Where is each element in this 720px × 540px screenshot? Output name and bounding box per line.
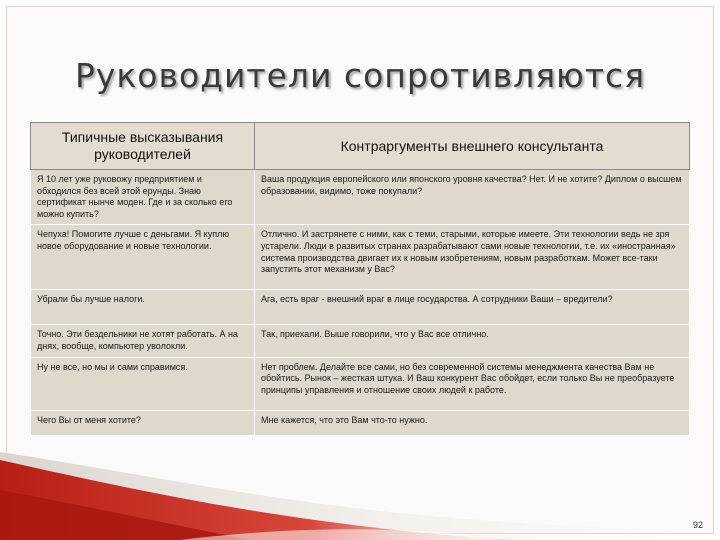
statement-cell: Чего Вы от меня хотите?	[31, 410, 255, 435]
counterargument-cell: Ваша продукция европейского или японского уровня качества? Нет. И не хотите? Диплом о высшем образовании, видимо, тоже покупали?	[255, 170, 690, 225]
page-number: 92	[692, 520, 703, 530]
table-row	[31, 170, 690, 225]
statement-cell: Чепуха! Помогите лучше с деньгами. Я куплю новое оборудование и новые технологии.	[31, 225, 255, 290]
table-row	[31, 357, 690, 410]
counterargument-cell: Нет проблем. Делайте все сами, но без современной системы менеджмента качества Вам не обойтись. Рынок – жесткая штука. И Ваш конкурент Вас обойдет, если только Вы не преобразуете принципы управления и отношение своих людей к работе.	[255, 357, 690, 410]
statement-cell: Точно. Эти бездельники не хотят работать. А на днях, вообще, компьютер уволокли.	[31, 325, 255, 357]
counterargument-cell: Ага, есть враг - внешний враг в лице государства. А сотрудники Ваши – вредители?	[255, 290, 690, 325]
slide-title: Руководители сопротивляются	[74, 56, 646, 95]
statement-cell: Убрали бы лучше налоги.	[31, 290, 255, 325]
red-wave-decoration	[0, 430, 720, 540]
table-row	[31, 325, 690, 357]
header-statements: Типичные высказывания руководителей	[31, 123, 255, 170]
counterargument-cell: Мне кажется, что это Вам что-то нужно.	[255, 410, 690, 435]
counterargument-cell: Отлично. И застрянете с ними, как с теми, старыми, которые имеете. Эти технологии ведь не зря устарели. Люди в развитых странах разрабатывают сами новые технологии, т.е. их «иностранная» система производства двигает их к новым изобретениям, новым разработкам. Может все-таки запустить этот механизм у Вас?	[255, 225, 690, 290]
table-header-row	[31, 123, 690, 170]
counterargument-cell: Так, приехали. Выше говорили, что у Вас все отлично.	[255, 325, 690, 357]
statement-cell: Я 10 лет уже руковожу предприятием и обходился без всей этой ерунды. Знаю сертификат нынче моден. Где и за сколько его можно купить?	[31, 170, 255, 225]
table-row	[31, 290, 690, 325]
statement-cell: Ну не все, но мы и сами справимся.	[31, 357, 255, 410]
header-counterarguments: Контраргументы внешнего консультанта	[255, 123, 690, 170]
table-row	[31, 225, 690, 290]
comparison-table	[30, 122, 690, 436]
comparison-table-wrap	[30, 122, 689, 436]
